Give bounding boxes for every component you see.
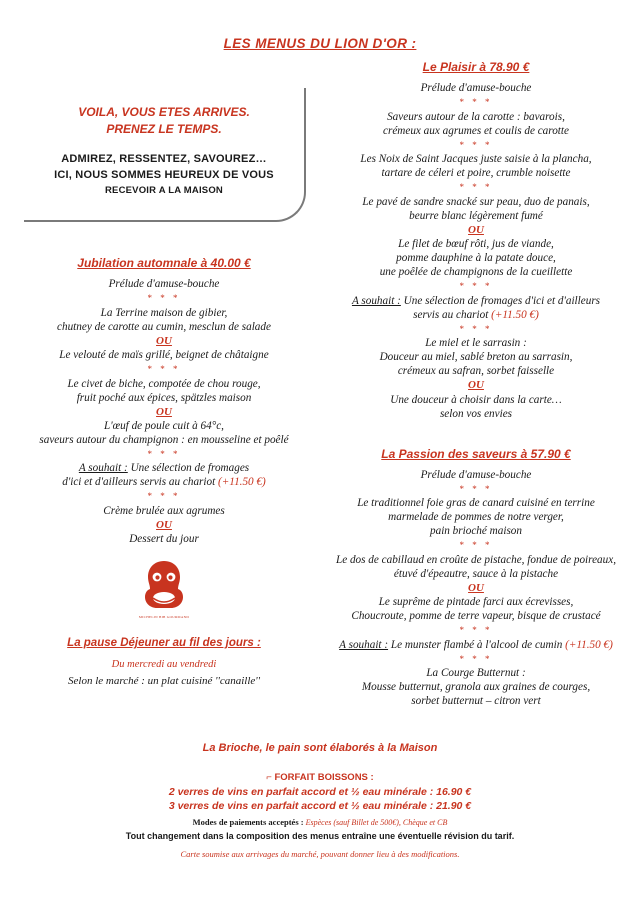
cheese-supplement-price: (+11.50 €) <box>565 638 613 651</box>
cheese-supplement-price: (+11.50 €) <box>491 308 539 321</box>
menu-dish: Le velouté de maïs grillé, beignet de châtaigne <box>59 348 269 361</box>
menu-or-divider: OU <box>156 334 172 347</box>
left-column <box>14 60 314 690</box>
welcome-line-2: PRENEZ LE TEMPS. <box>106 122 222 137</box>
welcome-line-1: VOILA, VOUS ETES ARRIVES. <box>78 105 250 119</box>
menu-jubilation-heading: Jubilation automnale à 40.00 € <box>77 256 251 271</box>
welcome-bubble <box>24 88 306 222</box>
menu-dish: Le traditionnel foie gras de canard cuisiné en terrine marmelade de pommes de notre verger, pain brioché maison <box>357 497 595 538</box>
lunch-heading: La pause Déjeuner au fil des jours : <box>67 637 261 650</box>
menu-cheese-option: A souhait : Une sélection de fromages d'ici et d'ailleurs servis au chariot (+11.50 €) <box>62 462 266 489</box>
menu-jubilation <box>14 256 314 546</box>
menu-dish: Crème brulée aux agrumes <box>103 505 225 517</box>
menu-dish: La Courge Butternut : Mousse butternut, granola aux graines de courges, sorbet butternut – citron vert <box>361 667 591 708</box>
menu-separator: * * * <box>459 653 493 664</box>
footer-price-revision-note: Tout changement dans la composition des menus entraîne une éventuelle révision du tarif. <box>125 831 515 841</box>
menu-separator: * * * <box>459 97 493 107</box>
footer-forfait-title: ⌐ FORFAIT BOISSONS : <box>266 772 374 783</box>
footer-forfait-option-2: 3 verres de vins en parfait accord et ½ eau minérale : 21.90 € <box>168 800 472 812</box>
lunch-subtitle: Du mercredi au vendredi <box>111 659 217 671</box>
menu-or-divider: OU <box>156 405 172 418</box>
menu-dish: Le suprême de pintade farci aux écrevisses, Choucroute, pomme de terre vapeur, bisque de crustacé <box>351 596 601 623</box>
menu-dish: Dessert du jour <box>129 533 199 546</box>
menu-passion-heading: La Passion des saveurs à 57.90 € <box>381 446 571 461</box>
lunch-block <box>14 637 314 689</box>
menu-or-divider: OU <box>468 223 484 236</box>
lunch-line: Selon le marché : un plat cuisiné ''canaille'' <box>68 675 260 688</box>
menu-dish: Prélude d'amuse-bouche <box>420 468 532 481</box>
menu-or-divider: OU <box>468 379 484 392</box>
menu-dish: Prélude d'amuse-bouche <box>420 82 532 94</box>
menu-separator: * * * <box>147 293 181 304</box>
welcome-line-5: RECEVOIR A LA MAISON <box>104 184 223 196</box>
menu-separator: * * * <box>459 182 493 193</box>
welcome-line-3: ADMIREZ, RESSENTEZ, SAVOUREZ… <box>61 152 267 165</box>
right-column <box>326 60 626 708</box>
footer-brioche: La Brioche, le pain sont élaborés à la Maison <box>202 742 438 754</box>
menu-separator: * * * <box>459 139 493 150</box>
menu-dish: La Terrine maison de gibier, chutney de carotte au cumin, mesclun de salade <box>57 306 271 333</box>
menu-dish: Le pavé de sandre snacké sur peau, duo de panais, beurre blanc légèrement fumé <box>362 195 590 222</box>
menu-cheese-option: A souhait : Le munster flambé à l'alcool de cumin (+11.50 €) <box>339 638 613 651</box>
menu-dish: Le dos de cabillaud en croûte de pistache, fondue de poireaux, étuvé d'épeautre, sauce à la pistache <box>335 553 617 580</box>
menu-plaisir-heading: Le Plaisir à 78.90 € <box>422 60 530 74</box>
menu-dish: Les Noix de Saint Jacques juste saisie à la plancha, tartare de céleri et poire, crumble noisette <box>360 153 592 180</box>
menu-separator: * * * <box>459 483 493 494</box>
cheese-supplement-price: (+11.50 €) <box>218 476 266 489</box>
menu-plaisir <box>326 60 626 421</box>
footer-market-note: Carte soumise aux arrivages du marché, pouvant donner lieu à des modifications. <box>180 849 460 859</box>
menu-plaisir-items <box>326 81 626 421</box>
menu-dish: Une douceur à choisir dans la carte… selon vos envies <box>390 393 562 420</box>
menu-or-divider: OU <box>156 519 172 531</box>
menu-jubilation-items <box>14 277 314 546</box>
menu-dish: Prélude d'amuse-bouche <box>108 278 220 291</box>
menu-separator: * * * <box>459 625 493 636</box>
menu-dish: Le miel et le sarrasin : Douceur au miel, sablé breton au sarrasin, crémeux au safran, sorbet faisselle <box>379 337 573 378</box>
menu-separator: * * * <box>459 323 493 334</box>
menu-dish: L'œuf de poule cuit à 64°c, saveurs autour du champignon : en mousseline et poêlé <box>39 419 289 446</box>
menu-separator: * * * <box>147 363 181 374</box>
menu-dish: Saveurs autour de la carotte : bavarois, crémeux aux agrumes et coulis de carotte <box>383 110 569 137</box>
menu-dish: Le civet de biche, compotée de chou rouge, fruit poché aux épices, spätzles maison <box>67 377 261 404</box>
welcome-line-4: ICI, NOUS SOMMES HEUREUX DE VOUS <box>54 169 274 182</box>
menu-passion-items <box>326 468 626 709</box>
restaurant-logo <box>14 558 314 619</box>
menu-separator: * * * <box>459 540 493 551</box>
page-title: LES MENUS DU LION D'OR : <box>223 36 417 51</box>
footer-forfait-option-1: 2 verres de vins en parfait accord et ½ eau minérale : 16.90 € <box>168 786 472 798</box>
bib-gourmand-icon <box>141 558 187 612</box>
payment-value: Espèces (sauf Billet de 500€), Chèque et CB <box>303 818 448 827</box>
cheese-option-label: A souhait : <box>339 638 389 651</box>
menu-cheese-option: A souhait : Une sélection de fromages d'ici et d'ailleurs servis au chariot (+11.50 €) <box>351 294 601 321</box>
payment-label: Modes de paiements acceptés : <box>192 817 304 827</box>
cheese-option-label: A souhait : <box>351 294 401 307</box>
menu-or-divider: OU <box>468 581 484 594</box>
menu-passion <box>326 447 626 709</box>
menu-separator: * * * <box>459 281 493 292</box>
menu-dish: Le filet de bœuf rôti, jus de viande, pomme dauphine à la patate douce, une poêlée de champignons de la cueillette <box>379 238 573 279</box>
menu-separator: * * * <box>147 491 181 502</box>
cheese-option-label: A souhait : <box>78 462 128 475</box>
menu-separator: * * * <box>147 448 181 459</box>
logo-caption: MICHELIN BIB GOURMAND <box>138 615 190 620</box>
footer-payment-methods <box>0 817 640 827</box>
